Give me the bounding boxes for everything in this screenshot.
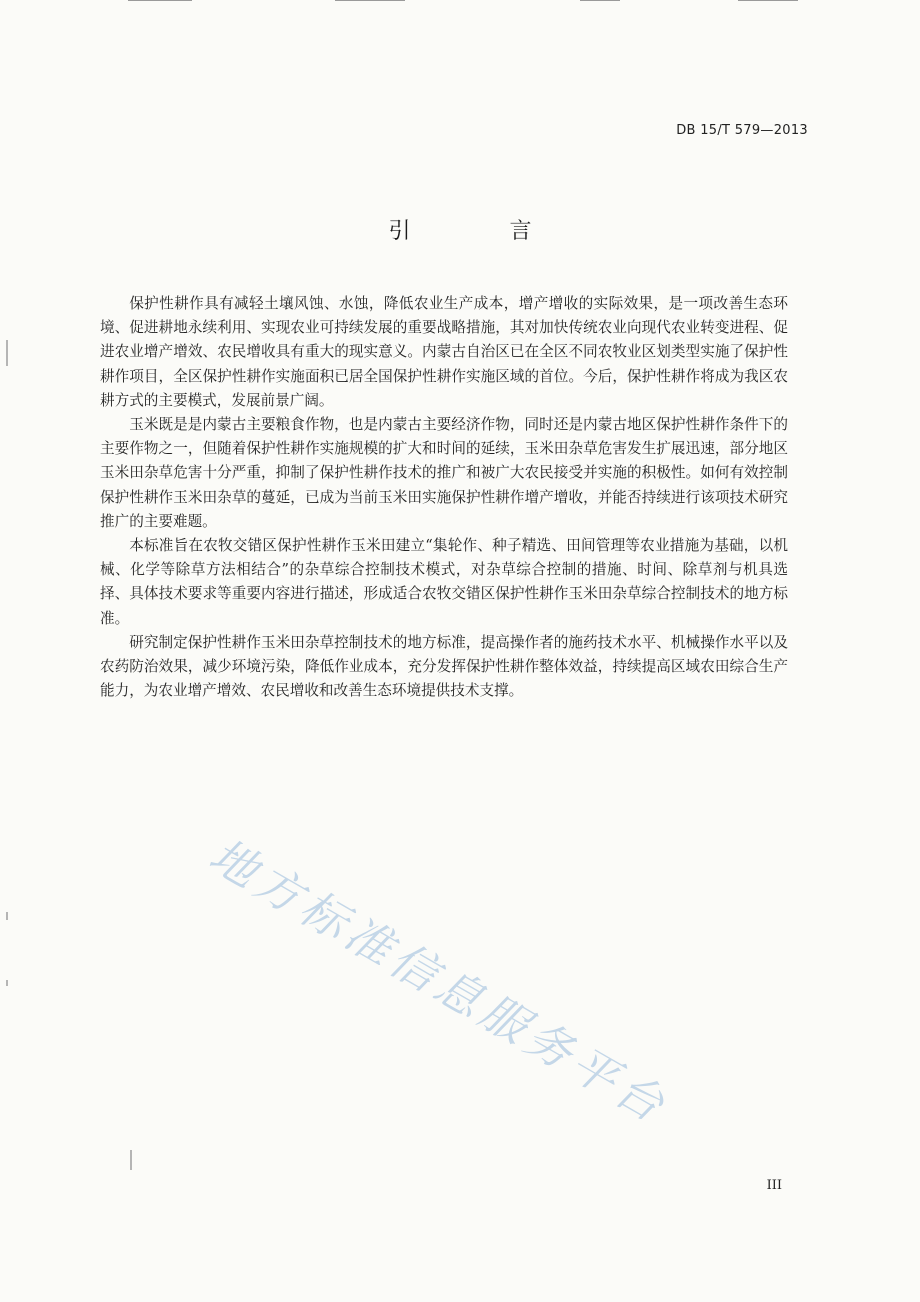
paragraph: 玉米既是是内蒙古主要粮食作物，也是内蒙古主要经济作物，同时还是内蒙古地区保护性耕作条件下的主要作物之一，但随着保护性耕作实施规模的扩大和时间的延续，玉米田杂草危害发生扩展迅速，部分地区玉米田杂草危害十分严重，抑制了保护性耕作技术的推广和被广大农民接受并实施的积极性。如何有效控制保护性耕作玉米田杂草的蔓延，已成为当前玉米田实施保护性耕作增产增收，并能否持续进行该项技术研究推广的主要难题。 <box>100 416 788 530</box>
paragraph: 研究制定保护性耕作玉米田杂草控制技术的地方标准，提高操作者的施药技术水平、机械操作水平以及农药防治效果，减少环境污染，降低作业成本，充分发挥保护性耕作整体效益，持续提高区域农田综合生产能力，为农业增产增效、农民增收和改善生态环境提供技术支撑。 <box>100 633 788 700</box>
scan-speck <box>6 912 8 920</box>
scan-top-rule <box>580 0 620 1</box>
scan-top-rule <box>128 0 192 1</box>
scan-speck <box>6 980 8 986</box>
standard-number: DB 15/T 579—2013 <box>676 123 808 138</box>
watermark: 地方标准信息服务平台 <box>200 827 678 1135</box>
page-title: 引 言 <box>388 219 578 244</box>
scan-speck <box>6 340 8 366</box>
introduction-body <box>100 292 788 703</box>
scan-top-rule <box>335 0 405 1</box>
paragraph: 本标准旨在农牧交错区保护性耕作玉米田建立“集轮作、种子精选、田间管理等农业措施为基础，以机械、化学等除草方法相结合”的杂草综合控制技术模式，对杂草综合控制的措施、时间、除草剂与机具选择、具体技术要求等重要内容进行描述，形成适合农牧交错区保护性耕作玉米田杂草综合控制技术的地方标准。 <box>100 537 788 627</box>
scan-top-rule <box>738 0 798 1</box>
scan-speck <box>130 1150 132 1170</box>
page-number: III <box>766 1178 782 1193</box>
paragraph: 保护性耕作具有减轻土壤风蚀、水蚀，降低农业生产成本，增产增收的实际效果，是一项改善生态环境、促进耕地永续利用、实现农业可持续发展的重要战略措施，其对加快传统农业向现代农业转变进程、促进农业增产增效、农民增收具有重大的现实意义。内蒙古自治区已在全区不同农牧业区划类型实施了保护性耕作项目，全区保护性耕作实施面积已居全国保护性耕作实施区域的首位。今后，保护性耕作将成为我区农耕方式的主要模式，发展前景广阔。 <box>100 295 788 409</box>
